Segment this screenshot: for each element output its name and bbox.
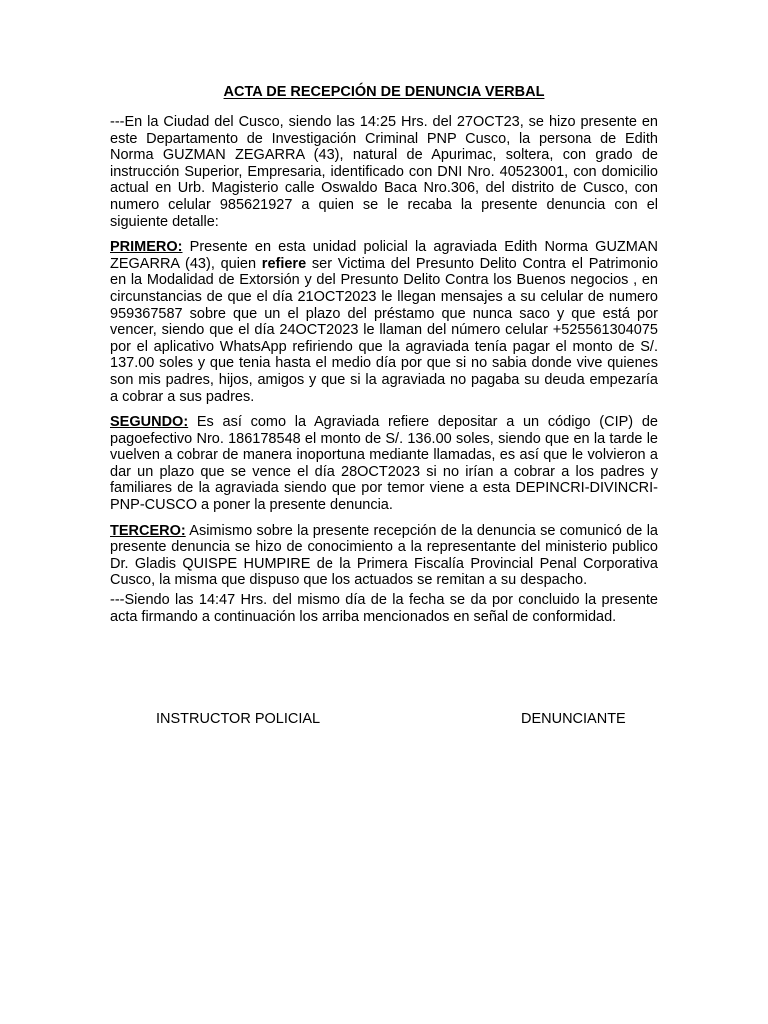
segundo-label: SEGUNDO: — [110, 414, 189, 431]
primero-text-b: ser Victima del Presunto Delito Contra el Patrimonio en la Modalidad de Extorsión y del Presunto Delito Contra los Buenos negocios , en circunstancias de que el día 21OCT2023 le llegan mensajes a su celular de numero 959367587 sobre que un el plazo del préstamo que nunca saco y que está por vencer, siendo que el día 24OCT2023 le llaman del número celular +525561304075 por el aplicativo WhatsApp refiriendo que la agraviada tenía pagar el monto de S/. 137.00 soles y que tenia hasta el medio día por que si no sabia donde vive quienes son mis padres, hijos, amigos y que si la agraviada no pagaba su deuda empezaría a cobrar a sus padres. — [110, 255, 659, 405]
segundo-paragraph — [110, 414, 658, 514]
document-body — [110, 114, 658, 634]
signature-instructor-label: INSTRUCTOR POLICIAL — [156, 711, 321, 727]
tercero-label: TERCERO: — [110, 522, 186, 539]
primero-bold-word: refiere — [261, 255, 307, 272]
primero-text-a: Presente en esta unidad policial la agraviada Edith Norma GUZMAN ZEGARRA (43), quien — [110, 239, 658, 272]
tercero-paragraph — [110, 523, 658, 589]
intro-paragraph: ---En la Ciudad del Cusco, siendo las 14:25 Hrs. del 27OCT23, se hizo presente en este Departamento de Investigación Criminal PNP Cusco, la persona de Edith Norma GUZMAN ZEGARRA (43), natural de Apurimac, soltera, con grado de instrucción Superior, Empresaria, identificado con DNI Nro. 40523001, con domicilio actual en Urb. Magisterio calle Oswaldo Baca Nro.306, del distrito de Cusco, con numero celular 985621927 a quien se le recaba la presente denuncia con el siguiente detalle: — [110, 114, 658, 230]
primero-paragraph — [110, 239, 658, 405]
tercero-text: Asimismo sobre la presente recepción de la denuncia se comunicó de la presente denuncia se hizo de conocimiento a la representante del ministerio publico Dr. Gladis QUISPE HUMPIRE de la Primera Fiscalía Provincial Penal Corporativa Cusco, la misma que dispuso que los actuados se remitan a su despacho. — [110, 522, 658, 589]
primero-label: PRIMERO: — [110, 239, 183, 256]
segundo-text: Es así como la Agraviada refiere depositar a un código (CIP) de pagoefectivo Nro. 186178548 el monto de S/. 136.00 soles, siendo que en la tarde le vuelven a cobrar de manera inoportuna mediante llamadas, es así que le volvieron a dar un plazo que se vence el día 28OCT2023 si no irían a cobrar a los padres y familiares de la agraviada siendo que por temor viene a esta DEPINCRI-DIVINCRI-PNP-CUSCO a poner la presente denuncia. — [110, 414, 658, 514]
document-title: ACTA DE RECEPCIÓN DE DENUNCIA VERBAL — [223, 84, 545, 100]
signature-denunciante-label: DENUNCIANTE — [521, 711, 626, 727]
closing-paragraph: ---Siendo las 14:47 Hrs. del mismo día de la fecha se da por concluido la presente acta firmando a continuación los arriba mencionados en señal de conformidad. — [110, 592, 658, 625]
